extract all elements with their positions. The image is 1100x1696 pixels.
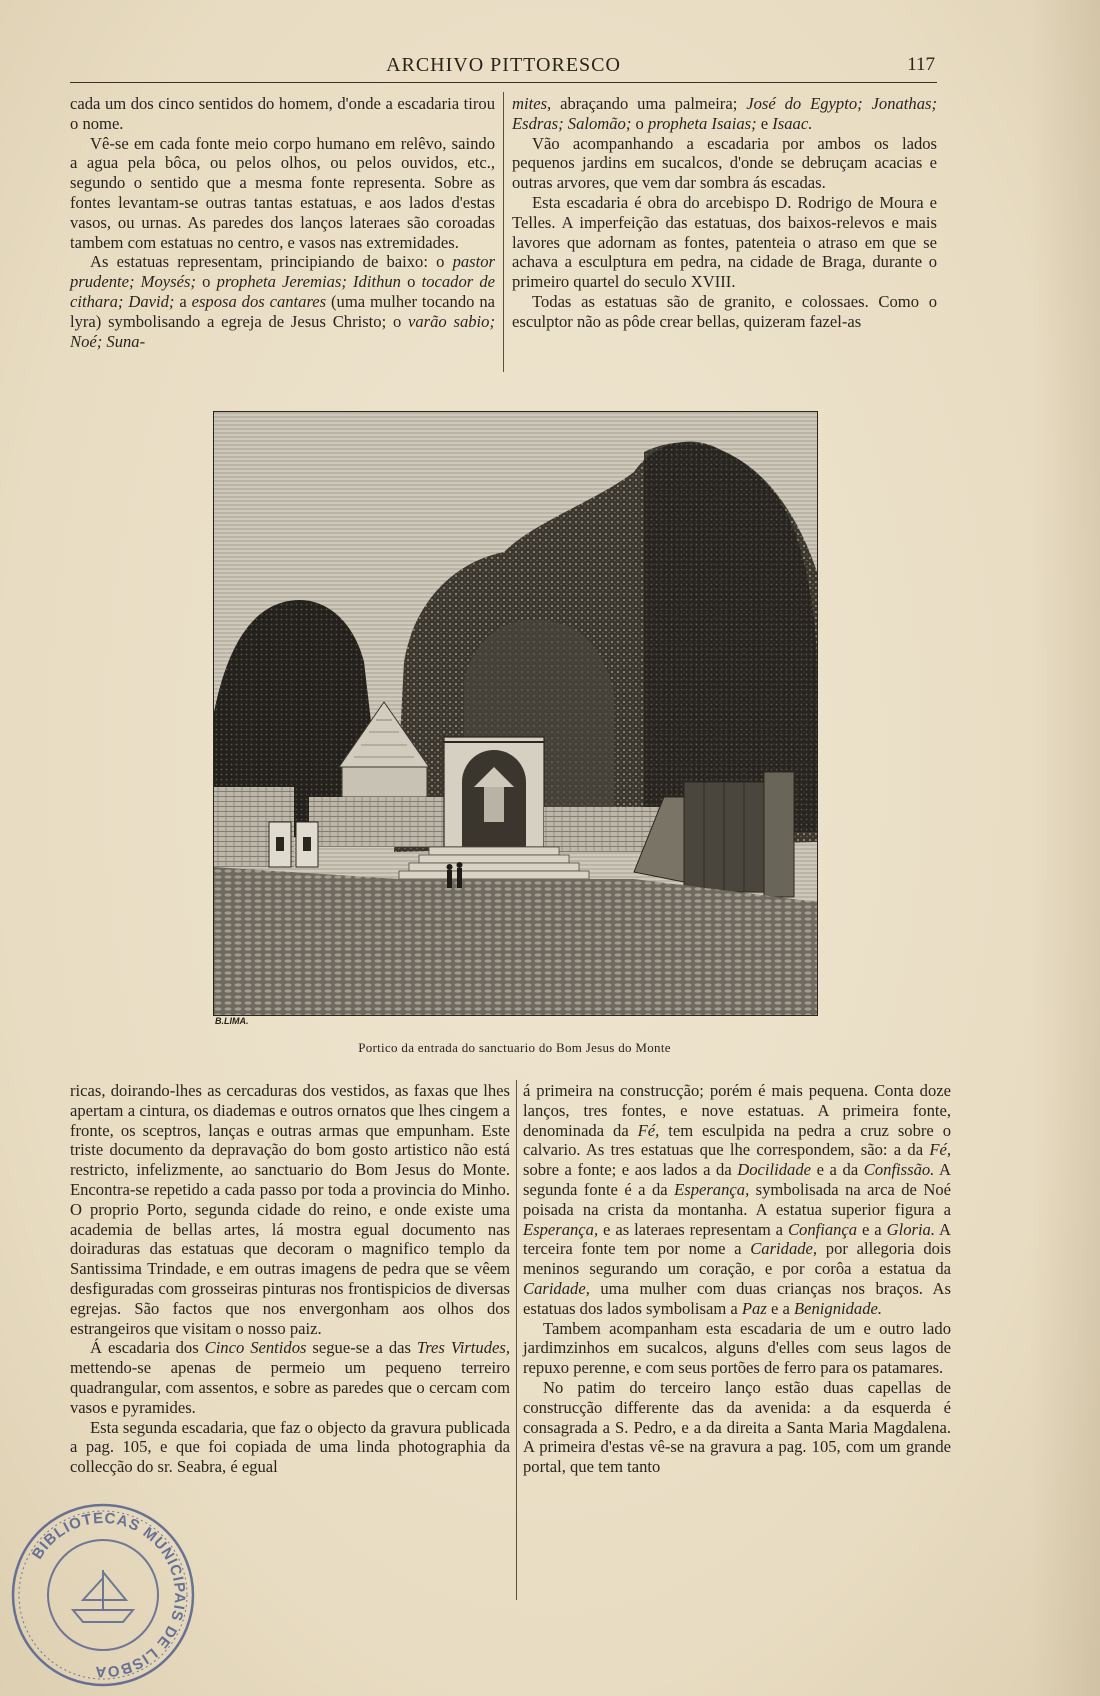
paragraph: No patim do terceiro lanço estão duas capellas de construcção differente das da avenida: a da esquerda é consagrada a S. Pedro, e a da direita a Santa Maria Magdalena. A primeira d'estas vê-se na gravura a pag. 105, com um grande portal, que tem tanto bbox=[523, 1377, 951, 1477]
svg-text:BIBLIOTECAS MUNICIPAIS DE LISB bbox=[29, 1510, 188, 1680]
figure-caption: Portico da entrada do sanctuario do Bom Jesus do Monte bbox=[358, 1040, 671, 1055]
paragraph: Vê-se em cada fonte meio corpo humano em relêvo, saindo a agua pela bôca, ou pelos olhos, ou pelos ouvidos, etc., segundo o sentido que a mesma fonte representa. Sobre as fontes levantam-se outras tantas estatuas, e aos lados d'estas vasos, ou urnas. As paredes dos lanços lateraes são coroadas tambem com estatuas no centro, e vasos nas extremidades. bbox=[70, 133, 495, 252]
engraving-portico bbox=[213, 411, 818, 1016]
ship-emblem-icon bbox=[73, 1570, 133, 1622]
column-divider-bottom bbox=[516, 1080, 517, 1600]
column-top-left bbox=[70, 94, 495, 351]
column-bottom-left bbox=[70, 1081, 510, 1477]
journal-title: ARCHIVO PITTORESCO bbox=[386, 54, 621, 76]
paragraph: mites, abraçando uma palmeira; José do Egypto; Jonathas; Esdras; Salomão; o propheta Isaias; e Isaac. bbox=[512, 94, 937, 133]
paragraph: ricas, doirando-lhes as cercaduras dos vestidos, as faxas que lhes apertam a cintura, os diademas e outros ornatos que lhes cingem a fronte, os sceptros, lanças e outras armas que empunham. Este triste documento da depravação do bom gosto artistico não está restricto, infelizmente, ao sanctuario do Bom Jesus do Monte. Encontra-se repetido a cada passo por toda a provincia do Minho. O proprio Porto, segunda cidade do reino, e onde existe uma academia de bellas artes, lá mostra egual documento nas doiraduras das estatuas que decoram o magnifico templo da Santissima Trindade, e em outras imagens de pedra que se vêem desfiguradas com grosseiras pinturas nos frontispicios de diversas egrejas. São factos que nos envergonham aos olhos dos estrangeiros que visitam o nosso paiz. bbox=[70, 1081, 510, 1338]
column-top-right bbox=[512, 94, 937, 332]
paragraph: Todas as estatuas são de granito, e colossaes. Como o esculptor não as pôde crear bellas, quizeram fazel-as bbox=[512, 291, 937, 331]
paragraph: Esta escadaria é obra do arcebispo D. Rodrigo de Moura e Telles. A imperfeição das estatuas, dos baixos-relevos e mais lavores que adornam as fontes, patenteia o atraso em que se achava a esculptura em pedra, na cidade de Braga, durante o primeiro quartel do seculo XVIII. bbox=[512, 192, 937, 292]
column-divider-top bbox=[503, 92, 504, 372]
page-number: 117 bbox=[907, 54, 935, 75]
paragraph: As estatuas representam, principiando de baixo: o pastor prudente; Moysés; o propheta Jeremias; Idithun o tocador de cithara; David; a esposa dos cantares (uma mulher tocando na lyra) symbolisando a egreja de Jesus Christo; o varão sabio; Noé; Suna- bbox=[70, 252, 496, 351]
engraver-signature: B.LIMA. bbox=[215, 1016, 249, 1026]
paragraph: Vão acompanhando a escadaria por ambos os lados pequenos jardins em sucalcos, d'onde se debruçam acacias e outras arvores, que vem dar sombra ás escadas. bbox=[512, 133, 937, 193]
stamp-text: BIBLIOTECAS MUNICIPAIS DE LISBOA bbox=[28, 1509, 189, 1681]
running-header bbox=[70, 48, 937, 83]
paragraph: Á escadaria dos Cinco Sentidos segue-se a das Tres Virtudes, mettendo-se apenas de permeio um pequeno terreiro quadrangular, com assentos, e sobre as paredes que o cercam com vasos e pyramides. bbox=[70, 1338, 510, 1417]
page-edge-shadow bbox=[1030, 0, 1100, 1696]
paragraph: Esta segunda escadaria, que faz o objecto da gravura publicada a pag. 105, e que foi copiada de uma linda photographia da collecção do sr. Seabra, é egual bbox=[70, 1417, 510, 1477]
paragraph: cada um dos cinco sentidos do homem, d'onde a escadaria tirou o nome. bbox=[70, 94, 495, 133]
paragraph: á primeira na construcção; porém é mais pequena. Conta doze lanços, tres fontes, e nove estatuas. A primeira fonte, denominada da Fé, tem esculpida na pedra a cruz sobre o calvario. As tres estatuas que lhe correspondem, são: a da Fé, sobre a fonte; e aos lados a da Docilidade e a da Confissão. A segunda fonte é a da Esperança, symbolisada na arca de Noé poisada na crista da montanha. A estatua superior figura a Esperança, e as lateraes representam a Confiança e a Gloria. A terceira fonte tem por nome a Caridade, por allegoria dois meninos segurando um coração, e por corôa a estatua da Caridade, uma mulher com duas crianças nos braços. As estatuas dos lados symbolisam a Paz e a Benignidade. bbox=[523, 1081, 951, 1318]
paragraph: Tambem acompanham esta escadaria de um e outro lado jardimzinhos em sucalcos, alguns d'elles com seus lagos de repuxo perenne, e com seus portões de ferro para os patamares. bbox=[523, 1318, 951, 1378]
column-bottom-right bbox=[523, 1081, 951, 1477]
library-stamp bbox=[8, 1500, 198, 1690]
